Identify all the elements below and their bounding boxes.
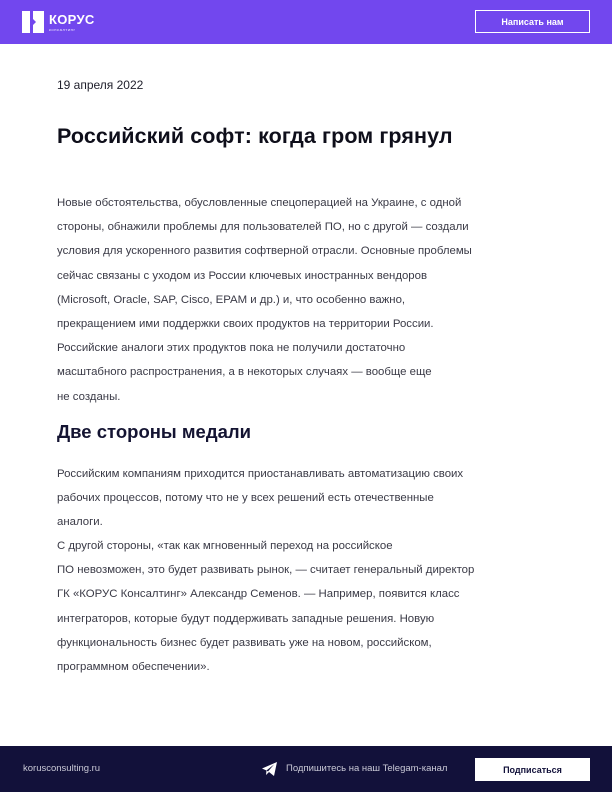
text-line: рабочих процессов, потому что не у всех решений есть отечественные bbox=[57, 492, 434, 505]
top-header bbox=[0, 0, 612, 44]
text-line: С другой стороны, «так как мгновенный переход на российское bbox=[57, 540, 393, 552]
text-line: не созданы. bbox=[57, 390, 121, 403]
site-link[interactable]: korusconsulting.ru bbox=[23, 763, 101, 774]
intro-paragraph bbox=[57, 191, 557, 409]
section-paragraph-2 bbox=[57, 534, 557, 679]
text-line: ПО невозможен, это будет развивать рынок, — считает генеральный директор bbox=[57, 564, 475, 577]
korus-logo[interactable] bbox=[22, 11, 95, 33]
logo-text bbox=[49, 13, 95, 32]
text-line: функциональность бизнес будет развивать уже на новом, российском, bbox=[57, 636, 432, 649]
telegram-plane-icon bbox=[262, 762, 277, 776]
text-line: прекращением ими поддержки своих продуктов на территории России. bbox=[57, 318, 434, 331]
text-line: Российским компаниям приходится приостанавливать автоматизацию своих bbox=[57, 468, 464, 480]
section-heading: Две стороны медали bbox=[57, 421, 251, 442]
contact-us-button[interactable]: Написать нам bbox=[475, 10, 590, 33]
telegram-subscribe-text: Подпишитесь на наш Telegam-канал bbox=[286, 763, 448, 774]
article-date: 19 апреля 2022 bbox=[57, 78, 144, 92]
korus-logo-icon bbox=[22, 11, 44, 33]
footer bbox=[0, 746, 612, 792]
text-line: стороны, обнажили проблемы для пользователей ПО, но с другой — создали bbox=[57, 221, 469, 234]
text-line: программном обеспечении». bbox=[57, 661, 210, 674]
text-line: интеграторов, которые будут поддерживать западные решения. Новую bbox=[57, 612, 435, 625]
text-line: (Microsoft, Oracle, SAP, Cisco, EPAM и др.) и, что особенно важно, bbox=[57, 293, 406, 306]
logo-subtitle: консалтинг bbox=[49, 26, 76, 32]
subscribe-button[interactable]: Подписаться bbox=[475, 758, 590, 781]
text-line: аналоги. bbox=[57, 516, 103, 529]
section-paragraph-1 bbox=[57, 462, 557, 535]
logo-name: КОРУС bbox=[49, 11, 95, 27]
text-line: Новые обстоятельства, обусловленные спецоперацией на Украине, с одной bbox=[57, 197, 462, 209]
text-line: масштабного распространения, а в некоторых случаях — вообще еще bbox=[57, 366, 432, 379]
text-line: Российские аналоги этих продуктов пока не получили достаточно bbox=[57, 342, 406, 355]
text-line: сейчас связаны с уходом из России ключевых иностранных вендоров bbox=[57, 269, 428, 282]
text-line: условия для ускоренного развития софтверной отрасли. Основные проблемы bbox=[57, 245, 472, 258]
article-title: Российский софт: когда гром грянул bbox=[57, 124, 453, 148]
text-line: ГК «КОРУС Консалтинг» Александр Семенов. — Например, появится класс bbox=[57, 588, 460, 601]
